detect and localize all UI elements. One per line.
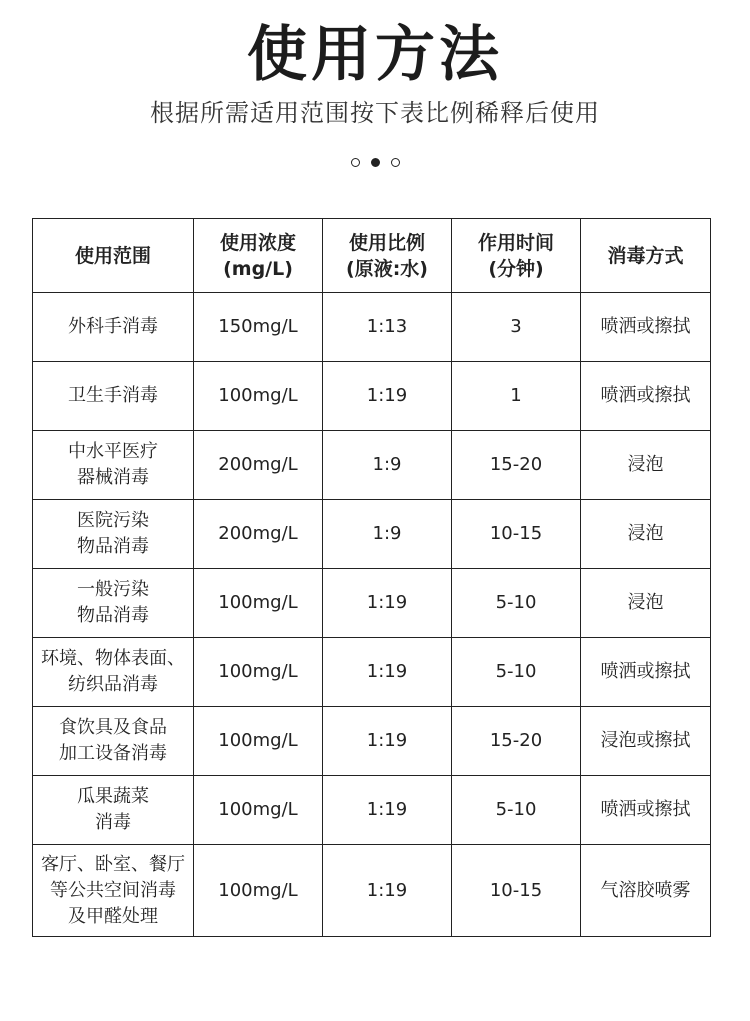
- cell-ratio: 1:19: [323, 569, 452, 638]
- cell-method: 喷洒或擦拭: [581, 293, 711, 362]
- cell-concentration: 100mg/L: [194, 776, 323, 845]
- table-row: [33, 638, 711, 707]
- cell-scope: 中水平医疗 器械消毒: [33, 431, 194, 500]
- cell-time: 10-15: [452, 845, 581, 937]
- cell-scope: 客厅、卧室、餐厅 等公共空间消毒 及甲醛处理: [33, 845, 194, 937]
- cell-time: 10-15: [452, 500, 581, 569]
- cell-time: 5-10: [452, 638, 581, 707]
- header-scope: 使用范围: [33, 219, 194, 293]
- header-method: 消毒方式: [581, 219, 711, 293]
- carousel-dot-2[interactable]: [371, 158, 380, 167]
- cell-ratio: 1:19: [323, 638, 452, 707]
- cell-ratio: 1:19: [323, 707, 452, 776]
- cell-scope: 外科手消毒: [33, 293, 194, 362]
- cell-scope: 医院污染 物品消毒: [33, 500, 194, 569]
- cell-ratio: 1:9: [323, 431, 452, 500]
- cell-scope: 一般污染 物品消毒: [33, 569, 194, 638]
- carousel-dot-1[interactable]: [351, 158, 360, 167]
- cell-concentration: 100mg/L: [194, 638, 323, 707]
- page-title: 使用方法: [247, 20, 503, 90]
- table-row: [33, 776, 711, 845]
- cell-method: 喷洒或擦拭: [581, 638, 711, 707]
- cell-concentration: 100mg/L: [194, 569, 323, 638]
- cell-time: 1: [452, 362, 581, 431]
- carousel-indicator[interactable]: [0, 158, 750, 167]
- table-row: [33, 431, 711, 500]
- header-ratio: 使用比例 (原液:水): [323, 219, 452, 293]
- carousel-dot-3[interactable]: [391, 158, 400, 167]
- cell-ratio: 1:13: [323, 293, 452, 362]
- table-row: [33, 362, 711, 431]
- table-header-row: [33, 219, 711, 293]
- page-subtitle: 根据所需适用范围按下表比例稀释后使用: [150, 99, 600, 127]
- table-row: [33, 845, 711, 937]
- cell-method: 浸泡: [581, 569, 711, 638]
- cell-concentration: 100mg/L: [194, 362, 323, 431]
- cell-scope: 瓜果蔬菜 消毒: [33, 776, 194, 845]
- table-row: [33, 293, 711, 362]
- cell-ratio: 1:19: [323, 845, 452, 937]
- cell-scope: 环境、物体表面、 纺织品消毒: [33, 638, 194, 707]
- cell-scope: 食饮具及食品 加工设备消毒: [33, 707, 194, 776]
- cell-concentration: 100mg/L: [194, 845, 323, 937]
- header-concentration: 使用浓度 (mg/L): [194, 219, 323, 293]
- cell-method: 浸泡: [581, 500, 711, 569]
- cell-method: 浸泡: [581, 431, 711, 500]
- usage-table: [32, 218, 711, 937]
- cell-time: 5-10: [452, 569, 581, 638]
- cell-time: 15-20: [452, 431, 581, 500]
- table-row: [33, 500, 711, 569]
- cell-method: 气溶胶喷雾: [581, 845, 711, 937]
- table-row: [33, 707, 711, 776]
- cell-time: 5-10: [452, 776, 581, 845]
- cell-method: 浸泡或擦拭: [581, 707, 711, 776]
- cell-concentration: 200mg/L: [194, 431, 323, 500]
- cell-method: 喷洒或擦拭: [581, 362, 711, 431]
- cell-method: 喷洒或擦拭: [581, 776, 711, 845]
- cell-ratio: 1:9: [323, 500, 452, 569]
- table-row: [33, 569, 711, 638]
- cell-concentration: 200mg/L: [194, 500, 323, 569]
- cell-concentration: 150mg/L: [194, 293, 323, 362]
- cell-time: 15-20: [452, 707, 581, 776]
- cell-concentration: 100mg/L: [194, 707, 323, 776]
- cell-time: 3: [452, 293, 581, 362]
- cell-ratio: 1:19: [323, 362, 452, 431]
- header-time: 作用时间 (分钟): [452, 219, 581, 293]
- cell-scope: 卫生手消毒: [33, 362, 194, 431]
- cell-ratio: 1:19: [323, 776, 452, 845]
